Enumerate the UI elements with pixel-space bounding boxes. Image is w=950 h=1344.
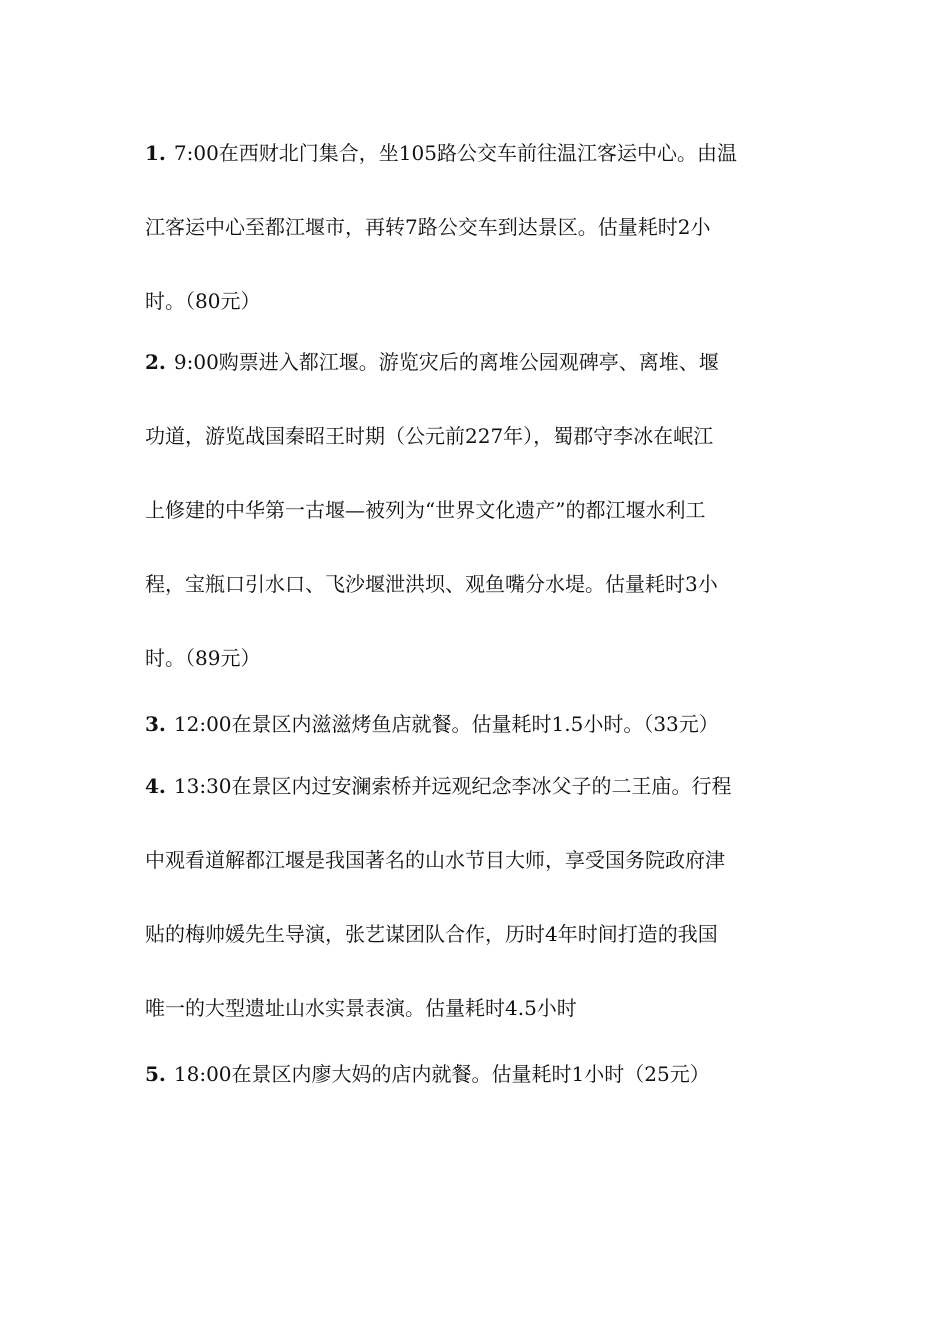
item-text: 7:00在西财北门集合，坐105路公交车前往温江客运中心。由温 — [173, 141, 737, 165]
item-line — [145, 1064, 825, 1084]
itinerary-item-4 — [145, 776, 825, 1018]
item-line — [145, 352, 825, 426]
item-line: 功道，游览战国秦昭王时期（公元前227年），蜀郡守李冰在岷江 — [145, 424, 714, 448]
item-number: 5. — [145, 1062, 166, 1086]
item-line: 中观看道解都江堰是我国著名的山水节目大师，享受国务院政府津 — [145, 848, 725, 872]
item-line: 唯一的大型遗址山水实景表演。估量耗时4.5小时 — [145, 996, 577, 1020]
item-text: 13:30在景区内过安澜索桥并远观纪念李冰父子的二王庙。行程 — [173, 774, 732, 798]
item-number: 2. — [145, 350, 166, 374]
itinerary-item-5 — [145, 1064, 825, 1084]
item-line: 时。（80元） — [145, 289, 261, 313]
item-line — [145, 143, 825, 217]
item-text: 9:00购票进入都江堰。游览灾后的离堆公园观碑亭、离堆、堰 — [173, 350, 719, 374]
item-number: 1. — [145, 141, 166, 165]
item-text: 12:00在景区内滋滋烤鱼店就餐。估量耗时1.5小时。（33元） — [173, 712, 719, 736]
item-line: 江客运中心至都江堰市，再转7路公交车到达景区。估量耗时2小 — [145, 215, 711, 239]
item-line: 贴的梅帅媛先生导演，张艺谋团队合作，历时4年时间打造的我国 — [145, 922, 718, 946]
item-text: 18:00在景区内廖大妈的店内就餐。估量耗时1小时（25元） — [173, 1062, 710, 1086]
item-line: 程，宝瓶口引水口、飞沙堰泄洪坝、观鱼嘴分水堤。估量耗时3小 — [145, 572, 718, 596]
itinerary-item-3 — [145, 714, 825, 734]
itinerary-item-1 — [145, 143, 825, 311]
item-number: 4. — [145, 774, 166, 798]
item-number: 3. — [145, 712, 166, 736]
item-line — [145, 776, 825, 850]
itinerary-item-2 — [145, 352, 825, 668]
item-line: 上修建的中华第一古堰—被列为“世界文化遗产”的都江堰水利工 — [145, 498, 706, 522]
item-line: 时。（89元） — [145, 646, 261, 670]
item-line — [145, 714, 825, 734]
